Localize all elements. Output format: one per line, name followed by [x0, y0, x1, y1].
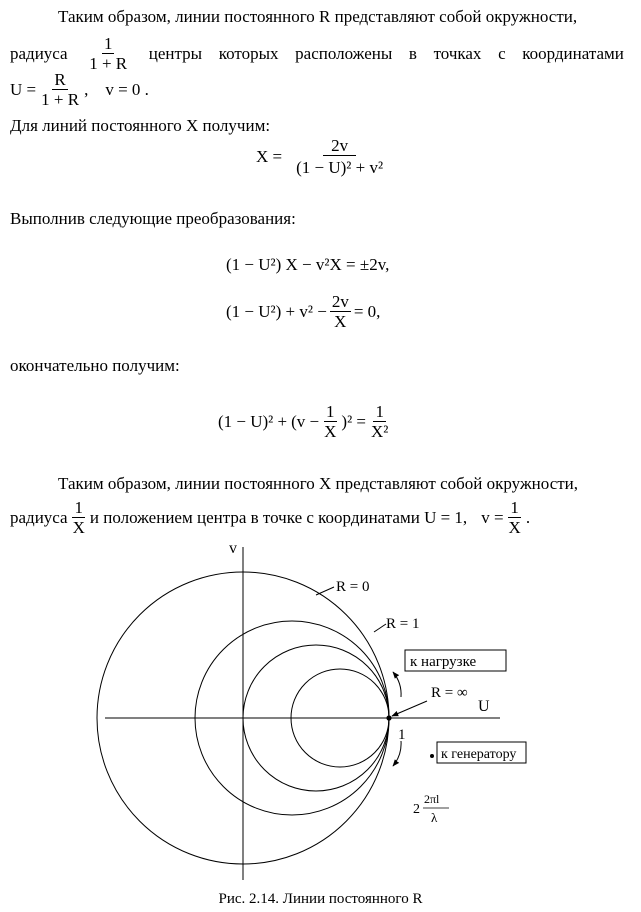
axis-u-label: U	[478, 698, 490, 715]
fraction-denominator: (1 − U)² + v²	[296, 158, 384, 177]
label-r-1: R = 1	[386, 616, 420, 632]
fraction-numerator: 2v	[323, 136, 356, 156]
label-to-generator: к генератору	[441, 747, 517, 762]
center-fraction	[507, 498, 523, 537]
phase-coefficient: 2	[413, 802, 420, 817]
leader-r-inf	[392, 701, 427, 716]
equation-x	[256, 136, 394, 177]
fraction-numerator: 1	[74, 498, 83, 517]
equation-transform-2	[226, 292, 380, 331]
fraction-denominator: X	[72, 518, 85, 537]
leader-r-0	[316, 587, 334, 595]
v-equals: v =	[481, 507, 504, 527]
word: центры	[148, 43, 203, 63]
equation-part: )² =	[341, 411, 367, 431]
paragraph-5-line-2: радиуса $\frac{1}{X}$ и положением центра в точке с координатами U = 1, v = $\frac{1}{X}$ .	[10, 498, 531, 537]
equation-part: = 0,	[353, 301, 381, 321]
radius-fraction	[71, 498, 87, 537]
paragraph-1-line-1: Таким образом, линии постоянного R представляют собой окружности,	[58, 7, 578, 26]
paragraph-5-line-1: Таким образом, линии постоянного X представляют собой окружности,	[58, 474, 579, 493]
fraction-denominator: X²	[371, 422, 389, 441]
fraction-numerator: 1	[326, 402, 335, 421]
label-to-load: к нагрузке	[410, 654, 477, 670]
fraction-numerator: 1	[375, 402, 384, 421]
fraction-numerator: R	[54, 70, 66, 89]
fraction-numerator: 1	[510, 498, 519, 517]
constant-r-figure	[0, 535, 641, 895]
arrow-to-load	[393, 672, 401, 697]
word: расположены	[295, 43, 393, 63]
equation-lhs: X =	[256, 146, 283, 166]
label-r-infinity: R = ∞	[431, 685, 468, 701]
equation-final	[218, 402, 393, 441]
arrow-to-generator	[393, 741, 401, 766]
fraction-denominator: X	[324, 422, 337, 441]
equation-part: (1 − U)² +	[218, 411, 288, 431]
equation-part: (v −	[291, 411, 320, 431]
word: в	[408, 43, 417, 63]
leader-r-1	[374, 624, 386, 632]
word: которых	[218, 43, 279, 63]
equation-fraction	[322, 402, 338, 441]
paragraph-1-line-2	[10, 34, 624, 73]
paragraph-4: окончательно получим:	[10, 356, 180, 375]
equation-part: (1 − U²) + v² −	[226, 301, 327, 321]
generator-dot	[430, 754, 434, 758]
fraction-numerator: 2v	[331, 292, 349, 311]
equation-fraction	[330, 292, 351, 331]
fraction-denominator: X	[508, 518, 521, 537]
phase-denominator: λ	[431, 810, 438, 825]
paragraph-1-line-3	[10, 70, 149, 109]
figure-caption: Рис. 2.14. Линии постоянного R	[218, 891, 423, 907]
label-one: 1	[398, 727, 406, 743]
radius-fraction	[87, 34, 129, 73]
center-fraction	[39, 70, 81, 109]
fraction-denominator: 1 + R	[89, 54, 128, 73]
word: точках	[433, 43, 482, 63]
word: радиуса	[10, 43, 68, 63]
center-text: и положением центра в точке с координатами U = 1,	[89, 507, 468, 527]
equation-fraction	[369, 402, 390, 441]
point-r-infinity	[386, 715, 391, 720]
fraction-denominator: X	[334, 312, 347, 331]
word: радиуса	[10, 507, 68, 527]
word: с	[498, 43, 506, 63]
u-equals: U =	[10, 79, 37, 99]
equation-transform-1: (1 − U²) X − v²X = ±2v,	[226, 255, 390, 274]
axis-v-label: v	[229, 540, 237, 557]
fraction-denominator: 1 + R	[41, 90, 80, 109]
equation-fraction	[288, 136, 391, 177]
paragraph-2: Для линий постоянного X получим:	[10, 116, 271, 135]
phase-numerator: 2πl	[424, 792, 440, 806]
fraction-numerator: 1	[103, 34, 113, 53]
paragraph-3: Выполнив следующие преобразования:	[10, 209, 296, 228]
v-equals-zero: , v = 0 .	[84, 79, 149, 99]
label-r-0: R = 0	[336, 579, 370, 595]
word: координатами	[522, 43, 624, 63]
